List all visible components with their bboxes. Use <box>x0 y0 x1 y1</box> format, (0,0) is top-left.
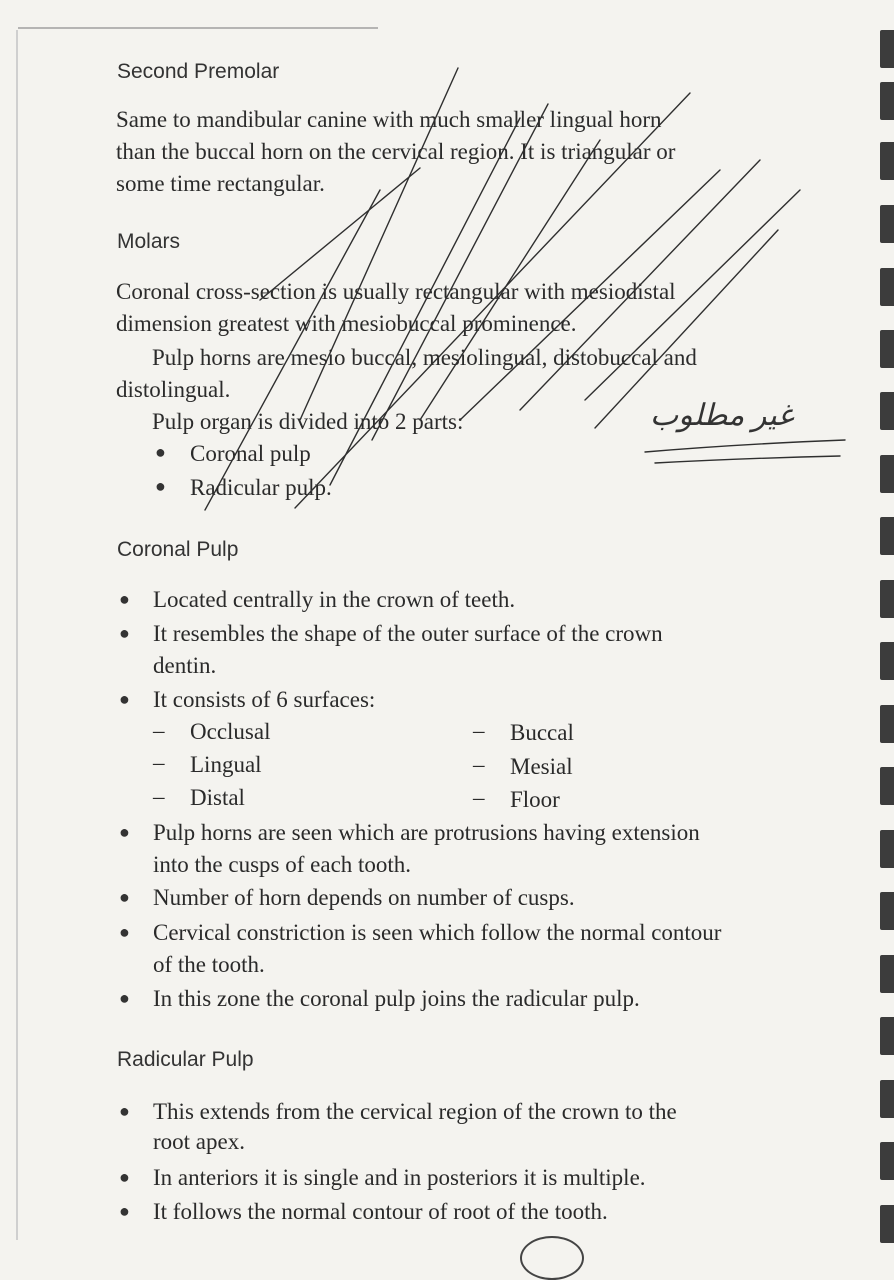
strike-line <box>372 104 548 440</box>
paragraph-line: than the buccal horn on the cervical region. It is triangular or <box>116 139 676 164</box>
underline-stroke <box>645 440 845 452</box>
list-item: Coronal pulp <box>190 441 311 466</box>
list-item-continuation: into the cusps of each tooth. <box>153 852 412 877</box>
list-item: It resembles the shape of the outer surface of the crown <box>153 621 663 646</box>
list-item: It consists of 6 surfaces: <box>153 687 376 712</box>
paragraph-line: Pulp organ is divided into 2 parts: <box>152 409 464 434</box>
page-number-circle <box>520 1236 584 1280</box>
surface-item: Buccal <box>510 720 574 745</box>
list-item: Located centrally in the crown of teeth. <box>153 587 516 612</box>
list-item: Cervical constriction is seen which follow the normal contour <box>153 920 722 945</box>
underline-stroke <box>655 456 840 463</box>
bullet-dot: ● <box>119 1167 130 1187</box>
paragraph-line: some time rectangular. <box>116 171 325 196</box>
dash-marker: – <box>473 752 485 777</box>
list-item: It follows the normal contour of root of the tooth. <box>153 1199 608 1224</box>
bullet-dot: ● <box>119 988 130 1008</box>
list-item: This extends from the cervical region of the crown to the <box>153 1099 677 1124</box>
bullet-dot: ● <box>119 689 130 709</box>
bullet-dot: ● <box>119 887 130 907</box>
section-heading-molars: Molars <box>117 230 181 253</box>
dash-marker: – <box>473 718 485 743</box>
handwritten-note: غير مطلوب <box>650 399 794 432</box>
surface-item: Mesial <box>510 754 573 779</box>
dash-marker: – <box>153 750 165 775</box>
list-item: Radicular pulp. <box>190 475 332 500</box>
surface-item: Occlusal <box>190 719 271 744</box>
strike-line <box>260 168 420 300</box>
list-item: Pulp horns are seen which are protrusions having extension <box>153 820 700 845</box>
list-item: In anteriors it is single and in posteriors it is multiple. <box>153 1165 646 1190</box>
paragraph-line: distolingual. <box>116 377 231 402</box>
dash-marker: – <box>153 718 165 743</box>
section-heading-second-premolar: Second Premolar <box>117 60 280 83</box>
list-item-continuation: dentin. <box>153 653 217 678</box>
strike-line <box>300 68 458 420</box>
bullet-dot: ● <box>119 623 130 643</box>
bullet-dot: ● <box>119 822 130 842</box>
strike-line <box>520 160 760 410</box>
bullet-dot: ● <box>119 922 130 942</box>
paragraph-line: Pulp horns are mesio buccal, mesiolingual, distobuccal and <box>152 345 697 370</box>
dash-marker: – <box>473 785 485 810</box>
list-item-continuation: root apex. <box>153 1129 245 1154</box>
list-item: In this zone the coronal pulp joins the radicular pulp. <box>153 986 640 1011</box>
paragraph-line: dimension greatest with mesiobuccal prominence. <box>116 311 577 336</box>
list-item: Number of horn depends on number of cusps. <box>153 885 575 910</box>
section-heading-coronal-pulp: Coronal Pulp <box>117 538 239 561</box>
paragraph-line: Coronal cross-section is usually rectangular with mesiodistal <box>116 279 676 304</box>
surface-item: Floor <box>510 787 560 812</box>
bullet-dot: ● <box>155 442 166 462</box>
bullet-dot: ● <box>155 476 166 496</box>
section-heading-radicular-pulp: Radicular Pulp <box>117 1048 254 1071</box>
strike-line <box>585 190 800 400</box>
bullet-dot: ● <box>119 589 130 609</box>
list-item-continuation: of the tooth. <box>153 952 265 977</box>
strike-line <box>205 190 380 510</box>
strike-line <box>420 140 600 420</box>
strike-line <box>460 170 720 420</box>
bullet-dot: ● <box>119 1201 130 1221</box>
paragraph-line: Same to mandibular canine with much smaller lingual horn <box>116 107 662 132</box>
surface-item: Distal <box>190 785 245 810</box>
surface-item: Lingual <box>190 752 262 777</box>
bullet-dot: ● <box>119 1101 130 1121</box>
dash-marker: – <box>153 784 165 809</box>
